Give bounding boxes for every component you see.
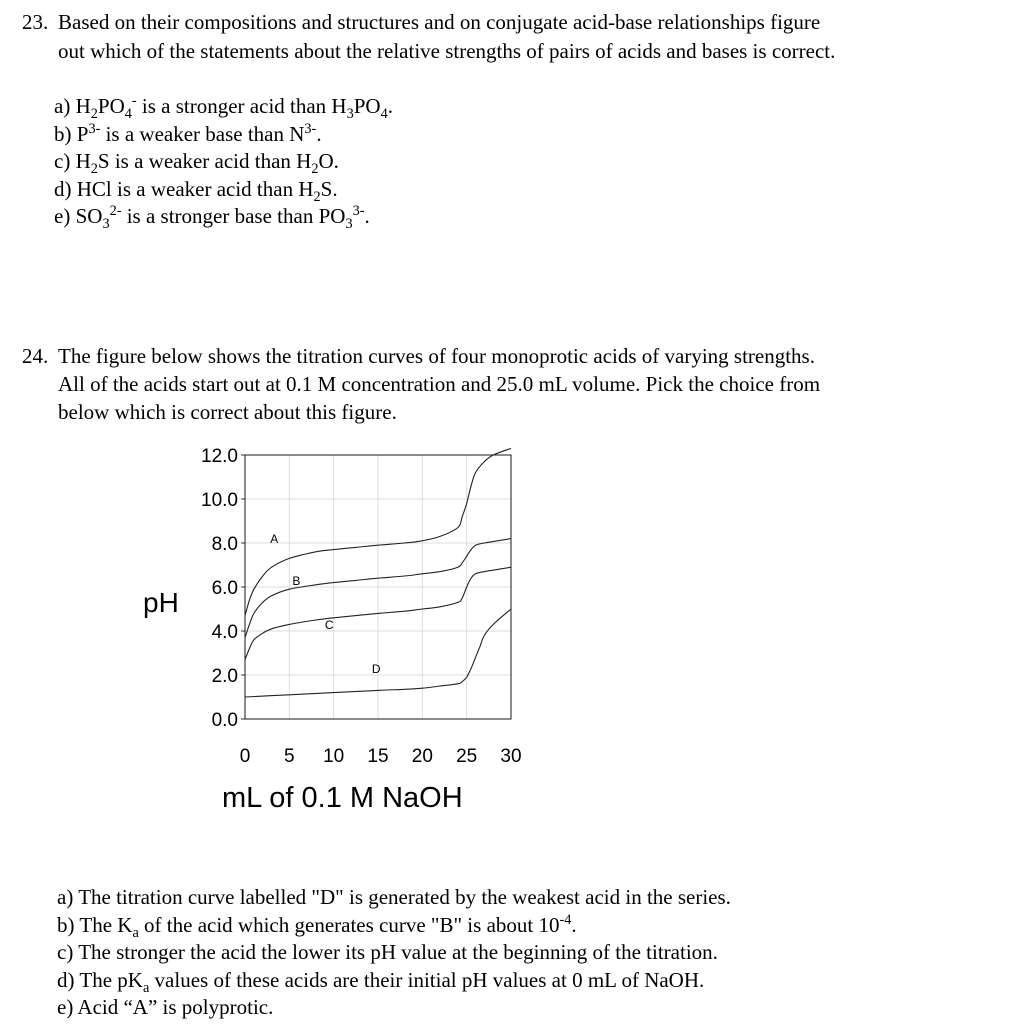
subscript: 2: [90, 106, 98, 123]
q24-option-e: [57, 994, 273, 1021]
superscript: -: [131, 93, 137, 109]
superscript: 2-: [109, 203, 122, 219]
curve-label-A: A: [270, 532, 279, 546]
q24-number: 24.: [22, 344, 49, 368]
q24-stem-line2: All of the acids start out at 0.1 M concentration and 25.0 mL volume. Pick the choice from: [58, 372, 821, 396]
option-text: .: [387, 94, 393, 118]
subscript: 2: [313, 188, 321, 205]
y-tick-label: 0.0: [211, 710, 238, 731]
x-tick-label: 15: [367, 746, 389, 767]
x-tick-label: 25: [456, 746, 478, 767]
q24-option-b: [57, 912, 577, 939]
option-letter: c): [54, 149, 76, 173]
superscript: -4: [559, 911, 572, 928]
option-text: The K: [79, 912, 133, 937]
option-text: is a stronger base than PO: [121, 204, 346, 228]
option-text: P: [76, 121, 89, 146]
superscript: 3-: [304, 120, 317, 137]
x-tick-labels: [240, 746, 522, 767]
q23-stem-line1: Based on their compositions and structures and on conjugate acid-base relationships figure: [58, 10, 821, 34]
option-text: HCl is a weaker acid than H: [76, 176, 314, 201]
y-tick-label: 10.0: [201, 490, 238, 511]
option-text: .: [364, 204, 370, 228]
y-tick-label: 8.0: [211, 534, 238, 555]
option-letter: a): [57, 885, 79, 909]
x-axis-label: mL of 0.1 M NaOH: [222, 782, 463, 814]
option-text: Acid “A” is polyprotic.: [77, 995, 274, 1019]
option-text: SO: [75, 204, 103, 228]
subscript: 4: [380, 106, 388, 123]
curve-label-D: D: [371, 661, 381, 676]
q24-option-d: [57, 967, 704, 994]
option-letter: d): [54, 176, 77, 201]
option-text: .: [316, 121, 322, 146]
y-tick-label: 12.0: [201, 446, 238, 467]
x-tick-label: 20: [411, 746, 433, 767]
option-text: .: [571, 912, 577, 937]
subscript: a: [142, 979, 150, 996]
chart-annotations: [270, 532, 381, 676]
option-text: H: [75, 149, 91, 173]
superscript: 3-: [88, 120, 101, 137]
option-letter: b): [57, 912, 80, 937]
option-text: S.: [320, 176, 338, 201]
option-text: The pK: [79, 967, 143, 992]
option-letter: a): [54, 94, 76, 118]
subscript: 4: [124, 106, 132, 123]
y-axis-label: pH: [143, 587, 179, 618]
option-letter: e): [54, 204, 76, 228]
option-letter: c): [57, 940, 79, 964]
curve-label-C: C: [324, 617, 334, 632]
superscript: 3-: [352, 203, 365, 219]
y-tick-label: 6.0: [211, 578, 238, 599]
option-text: values of these acids are their initial pH values at 0 mL of NaOH.: [149, 967, 705, 992]
subscript: 2: [311, 161, 319, 178]
curve-label-B: B: [292, 573, 301, 588]
option-letter: b): [54, 121, 77, 146]
y-tick-label: 2.0: [211, 666, 238, 687]
q24-stem-line3: below which is correct about this figure.: [58, 400, 397, 424]
option-text: of the acid which generates curve "B" is about 10: [138, 912, 560, 937]
q23-stem-line2: out which of the statements about the relative strengths of pairs of acids and bases is correct.: [58, 39, 836, 63]
q24-stem-line1: The figure below shows the titration curves of four monoprotic acids of varying strengths.: [58, 344, 815, 368]
q23-number: 23.: [22, 10, 49, 34]
option-letter: e): [57, 995, 78, 1019]
option-text: is a stronger acid than H: [136, 94, 347, 118]
subscript: 3: [102, 216, 110, 233]
option-text: PO: [353, 94, 381, 118]
option-text: PO: [97, 94, 125, 118]
x-tick-label: 0: [239, 746, 251, 767]
option-text: S is a weaker acid than H: [97, 149, 312, 173]
q24-option-a: [57, 884, 731, 911]
x-tick-label: 5: [284, 746, 295, 767]
option-text: O.: [318, 149, 339, 173]
q24-option-c: [57, 939, 718, 966]
option-text: The stronger the acid the lower its pH value at the beginning of the titration.: [78, 940, 718, 964]
y-tick-labels: [201, 446, 245, 731]
x-tick-label: 10: [323, 746, 345, 767]
subscript: 3: [345, 216, 353, 233]
option-text: H: [75, 94, 91, 118]
subscript: 2: [90, 161, 98, 178]
subscript: a: [132, 924, 139, 941]
subscript: 3: [346, 106, 354, 123]
option-letter: d): [57, 967, 80, 992]
chart-grid: [245, 455, 511, 719]
y-tick-label: 4.0: [211, 622, 238, 643]
option-text: is a weaker base than N: [100, 121, 305, 146]
x-tick-label: 30: [500, 746, 522, 767]
option-text: The titration curve labelled "D" is generated by the weakest acid in the series.: [78, 885, 731, 909]
